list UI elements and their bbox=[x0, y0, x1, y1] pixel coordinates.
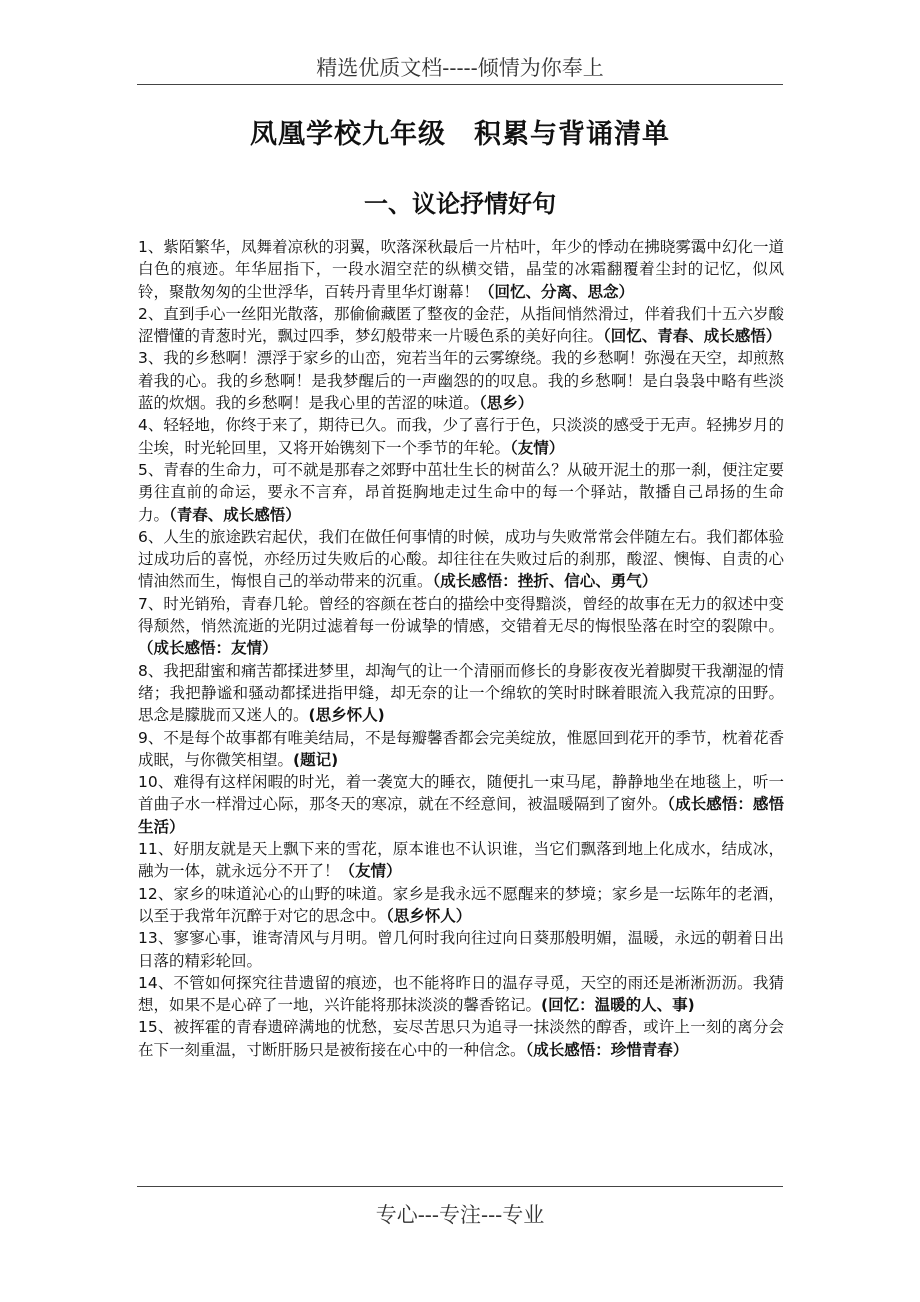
entry-body: 8、我把甜蜜和痛苦都揉进梦里，却淘气的让一个清丽而修长的身影夜夜光着脚熨干我潮湿的情绪；我把静谧和骚动都揉进指甲缝，却无奈的让一个绵软的笑时时眯着眼流入我荒凉的田野。思念是朦胧而又迷人的。 bbox=[138, 661, 784, 725]
entry-body: 7、时光销殆，青春几轮。曾经的容颜在苍白的描绘中变得黯淡，曾经的故事在无力的叙述中变得颓然，悄然流逝的光阴过滤着每一份诚挚的情感，交错着无尽的悔恨坠落在时空的裂隙中。 bbox=[138, 594, 784, 636]
list-item bbox=[138, 347, 784, 414]
entry-tag: （思乡怀人） bbox=[386, 906, 472, 925]
entry-tag: （成长感悟：友情） bbox=[138, 639, 278, 658]
list-item bbox=[138, 838, 784, 883]
list-item bbox=[138, 927, 784, 972]
list-item bbox=[138, 414, 784, 459]
entry-tag: （成长感悟：珍惜青春） bbox=[525, 1040, 689, 1059]
list-item bbox=[138, 972, 784, 1017]
list-item bbox=[138, 771, 784, 838]
entry-body: 5、青春的生命力，可不就是那春之郊野中茁壮生长的树苗么？从破开泥土的那一刹，便注定要勇往直前的命运，要永不言弃，昂首挺胸地走过生命中的每一个驿站，散播自己昂扬的生命力。 bbox=[138, 460, 784, 524]
entry-body: 15、被挥霍的青春遗碎满地的忧愁，妄尽苦思只为追寻一抹淡然的醇香，或许上一刻的离分会在下一刻重温，寸断肝肠只是被衔接在心中的一种信念。 bbox=[138, 1018, 784, 1059]
entry-tag: （友情） bbox=[510, 438, 565, 457]
entry-body: 4、轻轻地，你终于来了，期待已久。而我，少了喜行于色，只淡淡的感受于无声。轻拂岁月的尘埃，时光轮回里，又将开始镌刻下一个季节的年轮。 bbox=[138, 416, 784, 457]
entry-tag: （回忆、分离、思念） bbox=[479, 282, 635, 301]
entry-tag: （青春、成长感悟） bbox=[169, 505, 301, 524]
page-footer: 专心---专注---专业 bbox=[375, 1203, 545, 1227]
entry-body: 1、紫陌繁华，凤舞着凉秋的羽翼，吹落深秋最后一片枯叶，年少的悸动在拂晓雾霭中幻化一道白色的痕迹。年华屈指下，一段水湄空茫的纵横交错，晶莹的冰霜翻覆着尘封的记忆，似风铃，聚散匆匆的尘世浮华，百转丹青里华灯谢幕！ bbox=[138, 238, 784, 301]
entry-body: 3、我的乡愁啊！漂浮于家乡的山峦，宛若当年的云雾缭绕。我的乡愁啊！弥漫在天空，却煎熬着我的心。我的乡愁啊！是我梦醒后的一声幽怨的的叹息。我的乡愁啊！是白袅袅中略有些淡蓝的炊烟。我的乡愁啊！是我心里的苦涩的味道。 bbox=[138, 349, 784, 413]
entry-body: 2、直到手心一丝阳光散落，那偷偷藏匿了整夜的金茫，从指间悄然滑过，伴着我们十五六岁酸涩懵懂的青葱时光，飘过四季，梦幻般带来一片暖色系的美好向往。 bbox=[138, 304, 784, 346]
entry-tag: （思乡） bbox=[479, 394, 534, 413]
list-item bbox=[138, 526, 784, 593]
footer-divider bbox=[137, 1186, 783, 1187]
entry-tag: (思乡怀人) bbox=[308, 706, 385, 725]
list-item bbox=[138, 883, 784, 928]
document-title: 凤凰学校九年级 积累与背诵清单 bbox=[250, 119, 670, 150]
entry-body: 10、难得有这样闲暇的时光，着一袭宽大的睡衣，随便扎一束马尾，静静地坐在地毯上，听一首曲子水一样滑过心际，那冬天的寒凉，就在不经意间，被温暖隔到了窗外。 bbox=[138, 773, 784, 814]
entry-tag: （成长感悟：感悟生活） bbox=[138, 795, 784, 836]
entry-tag: (题记) bbox=[293, 750, 339, 769]
page-header: 精选优质文档-----倾情为你奉上 bbox=[316, 56, 604, 80]
entry-body: 9、不是每个故事都有唯美结局，不是每瓣馨香都会完美绽放，惟愿回到花开的季节，枕着花香成眠，与你微笑相望。 bbox=[138, 728, 784, 769]
list-item bbox=[138, 660, 784, 727]
list-item bbox=[138, 459, 784, 526]
list-item bbox=[138, 727, 784, 772]
list-item bbox=[138, 593, 784, 660]
header-divider bbox=[137, 84, 783, 85]
entry-tag: （成长感悟：挫折、信心、勇气） bbox=[432, 572, 658, 591]
entry-body: 12、家乡的味道沁心的山野的味道。家乡是我永远不愿醒来的梦境；家乡是一坛陈年的老酒，以至于我常年沉醉于对它的思念中。 bbox=[138, 884, 784, 925]
entry-body: 13、寥寥心事，谁寄清风与月明。曾几何时我向往过向日葵那般明媚，温暖，永远的朝着日出日落的精彩轮回。 bbox=[138, 929, 784, 970]
entry-tag: （回忆、青春、成长感悟） bbox=[603, 327, 782, 346]
entry-body: 11、好朋友就是天上飘下来的雪花，原本谁也不认识谁，当它们飘落到地上化成水，结成冰，融为一体，就永远分不开了！ bbox=[138, 840, 784, 881]
list-item bbox=[138, 236, 784, 303]
entry-list bbox=[138, 236, 784, 1061]
entry-tag: (回忆：温暖的人、事) bbox=[541, 996, 695, 1015]
entry-body: 14、不管如何探究往昔遗留的痕迹，也不能将昨日的温存寻觅，天空的雨还是淅淅沥沥。我猜想，如果不是心碎了一地，兴许能将那抹淡淡的馨香铭记。 bbox=[138, 973, 784, 1015]
list-item bbox=[138, 303, 784, 348]
list-item bbox=[138, 1016, 784, 1061]
entry-body: 6、人生的旅途跌宕起伏，我们在做任何事情的时候，成功与失败常常会伴随左右。我们都体验过成功后的喜悦，亦经历过失败后的心酸。却往往在失败过后的刹那，酸涩、懊悔、自责的心情油然而生，悔恨自己的举动带来的沉重。 bbox=[138, 527, 784, 591]
entry-tag: （友情） bbox=[339, 862, 402, 881]
section-title: 一、议论抒情好句 bbox=[364, 189, 556, 218]
